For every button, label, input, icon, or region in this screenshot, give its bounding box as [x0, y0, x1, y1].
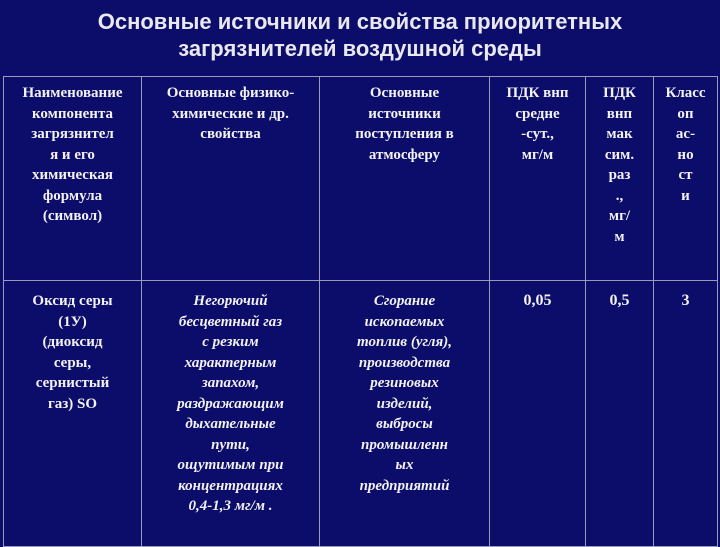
cell-properties: Негорючий бесцветный газ с резким характерным запахом, раздражающим дыхательные пути, ощутимым при концентрациях 0,4-1,3 мг/м . — [142, 281, 320, 547]
header-properties: Основные физико- химические и др. свойства — [142, 77, 320, 281]
cell-pdk-max: 0,5 — [586, 281, 654, 547]
cell-pdk-avg: 0,05 — [490, 281, 586, 547]
slide-title-line-1: Основные источники и свойства приоритетных — [97, 9, 623, 34]
slide-title — [0, 8, 720, 62]
header-hazard-class: Класс оп ас- но ст и — [654, 77, 718, 281]
header-pdk-avg: ПДК внп средне -сут., мг/м — [490, 77, 586, 281]
cell-hazard-class: 3 — [654, 281, 718, 547]
header-pdk-max: ПДК внп мак сим. раз ., мг/ м — [586, 77, 654, 281]
header-component: Наименование компонента загрязнител я и его химическая формула (символ) — [4, 77, 142, 281]
table-header-row — [4, 77, 718, 281]
table-row — [4, 281, 718, 547]
cell-component: Оксид серы (1У) (диоксид серы, сернистый газ) SO — [4, 281, 142, 547]
slide-title-line-2: загрязнителей воздушной среды — [178, 36, 542, 61]
header-sources: Основные источники поступления в атмосферу — [320, 77, 490, 281]
pollutants-table — [3, 76, 718, 547]
cell-sources: Сгорание ископаемых топлив (угля), производства резиновых изделий, выбросы промышленн ых предприятий — [320, 281, 490, 547]
